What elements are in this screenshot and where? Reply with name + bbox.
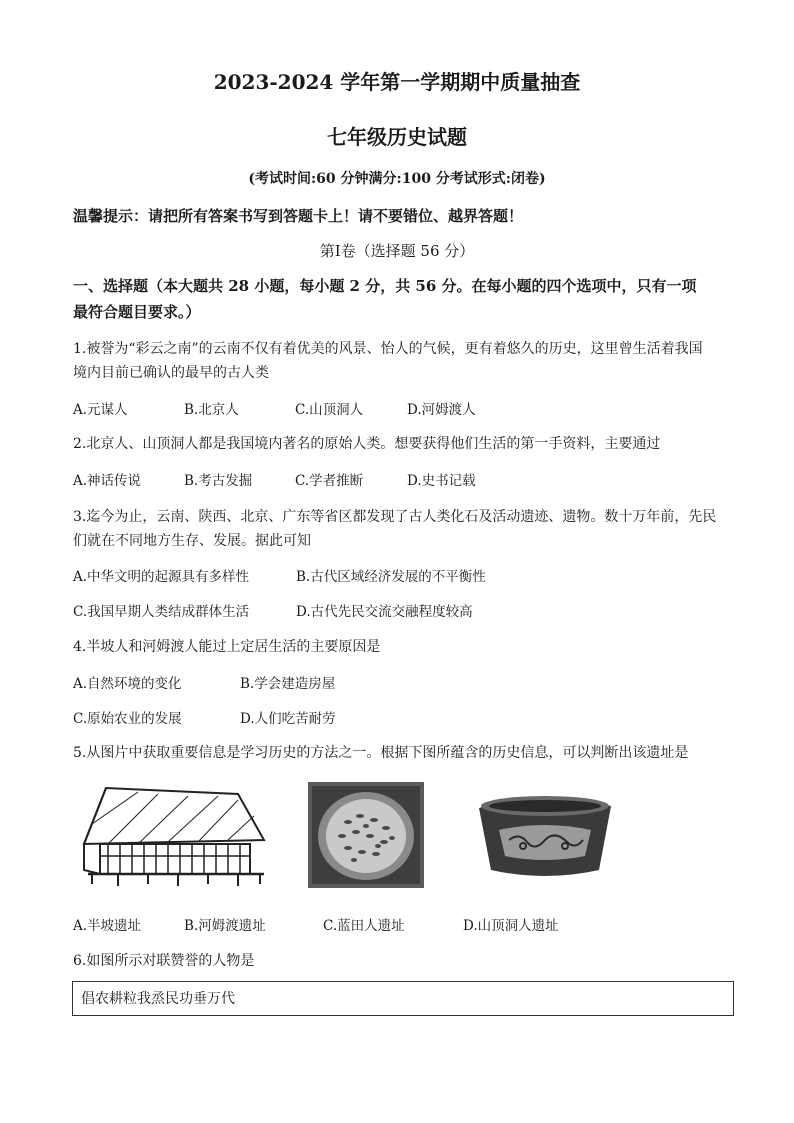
question-4-option-c: C.原始农业的发展 [73,711,182,727]
couplet-box [72,981,734,1016]
question-3-stem-line1: 3.迄今为止，云南、陕西、北京、广东等省区都发现了古人类化石及活动遗迹、遗物。数十万年前，先民 [73,509,717,525]
question-2-option-d: D.史书记载 [407,473,476,489]
question-1-stem-line2: 境内目前已确认的最早的古人类 [73,365,269,381]
black-pottery-photo [475,790,615,882]
question-4-option-b: B.学会建造房屋 [240,676,336,692]
question-1-option-d: D.河姆渡人 [407,402,476,418]
reminder: 温馨提示：请把所有答案书写到答题卡上！请不要错位、越界答题！ [73,207,524,225]
question-5-option-d: D.山顶洞人遗址 [463,918,559,934]
question-3-stem-line2: 们就在不同地方生存、发展。据此可知 [73,533,311,549]
carbonized-rice-photo [308,782,424,888]
question-3-option-b: B.古代区域经济发展的不平衡性 [296,569,486,585]
section-instruction-line2: 最符合题目要求。） [73,303,201,321]
couplet-text: 倡农耕粒我烝民功垂万代 [81,991,235,1007]
exam-subtitle: 七年级历史试题 [327,125,467,149]
question-2-option-c: C.学者推断 [295,473,364,489]
question-1-option-c: C.山顶洞人 [295,402,364,418]
question-2-option-a: A.神话传说 [73,473,142,489]
question-1-stem-line1: 1.被誉为“彩云之南”的云南不仅有着优美的风景、怡人的气候，更有着悠久的历史，这里曾生活着我国 [73,341,703,357]
question-5-option-c: C.蓝田人遗址 [323,918,405,934]
question-5-option-b: B.河姆渡遗址 [184,918,266,934]
volume-heading: 第Ⅰ卷（选择题 56 分） [319,242,475,260]
question-6-stem: 6.如图所示对联赞誉的人物是 [73,953,255,969]
question-1-option-a: A.元谋人 [73,402,128,418]
question-4-stem: 4.半坡人和河姆渡人能过上定居生活的主要原因是 [73,639,381,655]
exam-info: (考试时间:60 分钟满分:100 分考试形式:闭卷) [248,171,546,187]
question-5-option-a: A.半坡遗址 [73,918,142,934]
question-4-option-d: D.人们吃苦耐劳 [240,711,336,727]
question-3-option-a: A.中华文明的起源具有多样性 [73,569,250,585]
question-2-option-b: B.考古发掘 [184,473,253,489]
question-2-stem: 2.北京人、山顶洞人都是我国境内著名的原始人类。想要获得他们生活的第一手资料，主要通过 [73,436,661,452]
question-4-option-a: A.自然环境的变化 [73,676,182,692]
question-5-stem: 5.从图片中获取重要信息是学习历史的方法之一。根据下图所蕴含的历史信息，可以判断出该遗址是 [73,745,689,761]
stilt-house-illustration [78,780,268,888]
question-1-option-b: B.北京人 [184,402,239,418]
exam-title: 2023-2024 学年第一学期期中质量抽查 [213,70,581,94]
question-3-option-c: C.我国早期人类结成群体生活 [73,604,250,620]
section-instruction-line1: 一、选择题（本大题共 28 小题，每小题 2 分，共 56 分。在每小题的四个选项中，只有一项 [73,277,697,295]
question-3-option-d: D.古代先民交流交融程度较高 [296,604,473,620]
